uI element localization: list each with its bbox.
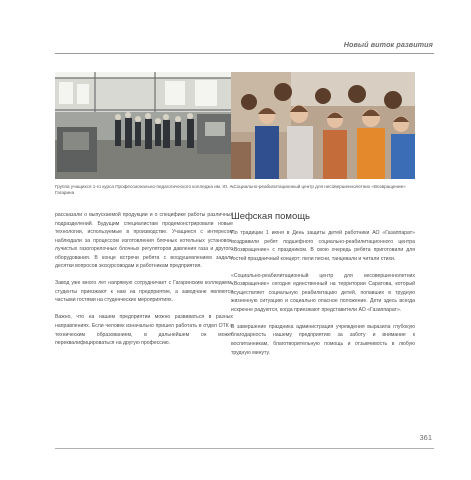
right-text-column — [231, 229, 415, 366]
right-paragraph: В завершение праздника администрация учреждения выразила глубокую благодарность нашему предприятию за заботу и внимание к воспитанникам, благотворительную помощь и отзывчивость в любую трудную минуту. — [231, 323, 415, 356]
right-paragraph: «Социально-реабилитационный центр для несовершеннолетних «Возвращение» сегодня единственный на территории Саратова, который осуществляет социальную реабилитацию детей, попавших в трудную жизненную ситуацию и социально опасное положение. Дети здесь всегда искренне радуются, когда приезжают представители АО «Газаппарат». — [231, 272, 415, 313]
children-photo — [231, 72, 415, 179]
section-heading: Шефская помощь — [231, 211, 310, 222]
right-paragraph: По традиции 1 июня в День защиты детей работники АО «Газаппарат» поздравили ребят подшефного социально-реабилитационного центра «Возвращение» с праздником. В свою очередь ребята приготовили для гостей праздничный концерт: пели песни, танцевали и читали стихи. — [231, 230, 415, 262]
left-text-column — [55, 211, 233, 356]
running-title: Новый виток развития — [343, 40, 433, 49]
left-paragraph: Завод уже много лет напрямую сотрудничает с Гагаринским колледжем, студенты приезжают к нам на предприятие, а заводчане являются частыми гостями на студенческих мероприятиях. — [55, 280, 233, 304]
header-rule — [55, 53, 434, 54]
left-paragraph: Важно, что на нашем предприятии можно развиваться в разных направлениях. Если человек изначально пришел работать в отдел ОТК с техническим образованием, в дальнейшем он может переквалифицироваться на другую профессию. — [55, 314, 233, 347]
footer-rule — [55, 448, 434, 449]
workshop-photo-caption: Группа учащихся 1-го курса Профессионально-педагогического колледжа им. Ю. А. Гагарина — [55, 184, 234, 196]
left-paragraph: рассказали о выпускаемой продукции и о специфике работы различных подразделений. Будущим специалистам продемонстрировали новые технологии, используемые в производстве. Учащиеся с интересом наблюдали за процессом изготовления блочных котельных установок, лучистых газогорелочных блочных регуляторов давления газа и другого оборудования. В конце встречи ребята с воодушевлением задали десятки вопросов экскурсоводам и работникам предприятия. — [55, 212, 233, 270]
workshop-photo — [55, 72, 232, 179]
page-number: 361 — [419, 433, 432, 442]
children-photo-caption: «Социально-реабилитационный центр для несовершеннолетних «Возвращение» — [231, 184, 406, 189]
